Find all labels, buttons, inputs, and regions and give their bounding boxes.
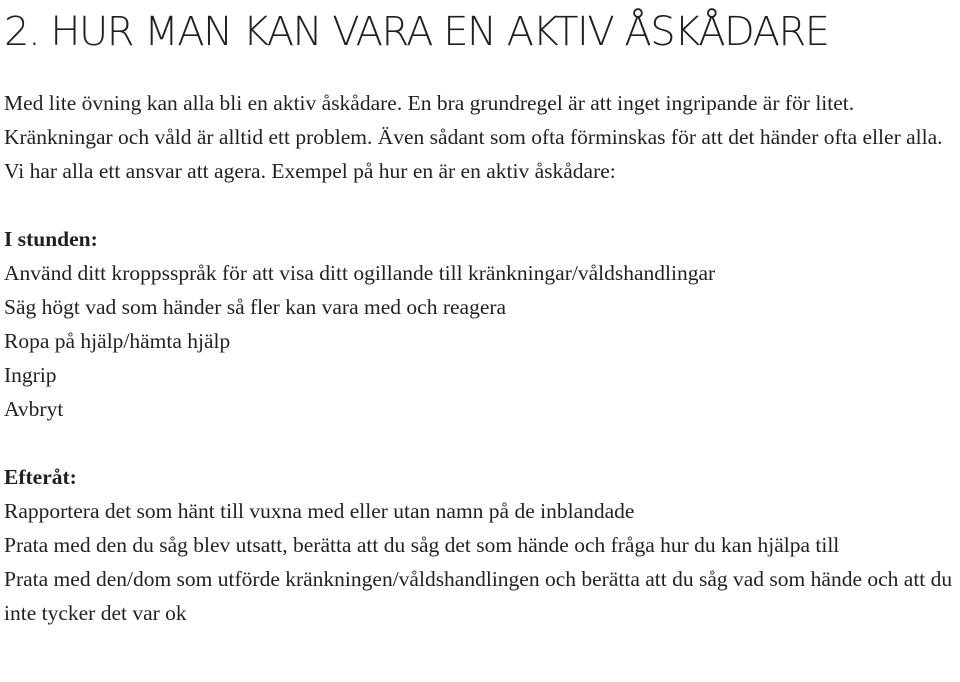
- document-page: [4, 0, 958, 630]
- section-heading: I stunden:: [4, 227, 98, 251]
- list-item: Använd ditt kroppsspråk för att visa ditt ogillande till kränkningar/våldshandlingar: [4, 261, 716, 285]
- section-in-the-moment: [4, 222, 958, 426]
- list-item: Avbryt: [4, 397, 64, 421]
- list-item: Prata med den du såg blev utsatt, berätta att du såg det som hände och fråga hur du kan hjälpa till: [4, 533, 840, 557]
- list-item: Ingrip: [4, 363, 57, 387]
- list-item: Ropa på hjälp/hämta hjälp: [4, 329, 231, 353]
- list-item: Säg högt vad som händer så fler kan vara med och reagera: [4, 295, 507, 319]
- intro-paragraph: Med lite övning kan alla bli en aktiv åskådare. En bra grundregel är att inget ingripande är för litet. Kränkningar och våld är alltid ett problem. Även sådant som ofta förminskas för att det händer ofta eller alla. Vi har alla ett ansvar att agera. Exempel på hur en är en aktiv åskådare:: [4, 91, 943, 183]
- list-item: Rapportera det som hänt till vuxna med eller utan namn på de inblandade: [4, 499, 635, 523]
- list-item: Prata med den/dom som utförde kränkningen/våldshandlingen och berätta att du såg vad som hände och att du inte tycker det var ok: [4, 567, 953, 625]
- section-afterwards: [4, 460, 958, 630]
- section-heading: Efteråt:: [4, 465, 77, 489]
- page-title: 2. HUR MAN KAN VARA EN AKTIV ÅSKÅDARE: [4, 9, 829, 55]
